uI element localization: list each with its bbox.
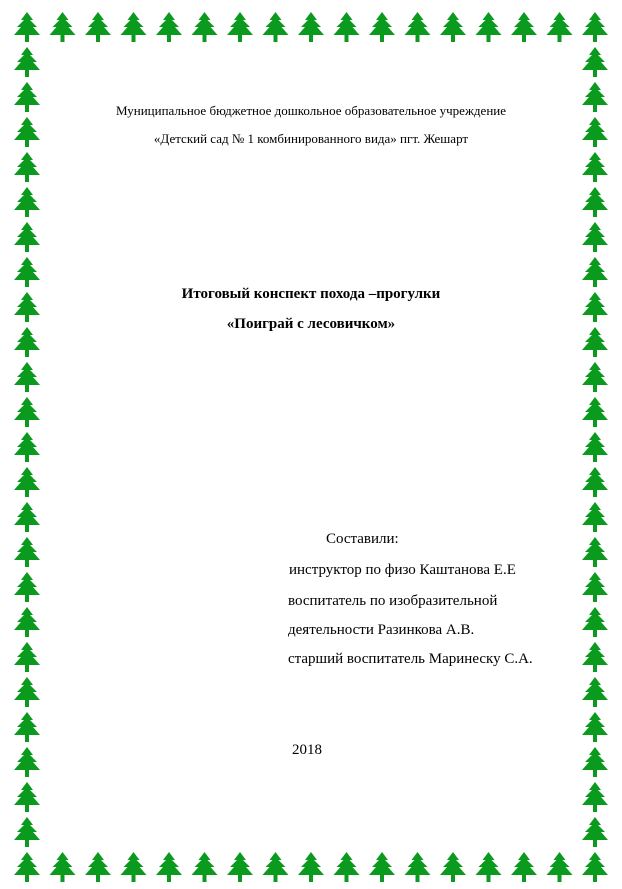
fir-tree-icon bbox=[547, 852, 573, 882]
fir-tree-icon bbox=[334, 12, 360, 42]
fir-tree-icon bbox=[14, 222, 40, 252]
fir-tree-icon bbox=[14, 747, 40, 777]
fir-tree-icon bbox=[582, 222, 608, 252]
fir-tree-icon bbox=[582, 782, 608, 812]
fir-tree-icon bbox=[14, 152, 40, 182]
fir-tree-icon bbox=[227, 852, 253, 882]
fir-tree-icon bbox=[582, 642, 608, 672]
fir-tree-icon bbox=[121, 852, 147, 882]
fir-tree-icon bbox=[547, 12, 573, 42]
fir-tree-icon bbox=[156, 852, 182, 882]
fir-tree-icon bbox=[582, 47, 608, 77]
fir-tree-icon bbox=[14, 642, 40, 672]
fir-tree-icon bbox=[298, 852, 324, 882]
fir-tree-icon bbox=[582, 537, 608, 567]
fir-tree-icon bbox=[14, 817, 40, 847]
fir-tree-icon bbox=[582, 677, 608, 707]
fir-tree-icon bbox=[582, 572, 608, 602]
fir-tree-icon bbox=[582, 852, 608, 882]
fir-tree-icon bbox=[263, 12, 289, 42]
fir-tree-icon bbox=[298, 12, 324, 42]
fir-tree-icon bbox=[14, 47, 40, 77]
fir-tree-icon bbox=[511, 852, 537, 882]
fir-tree-icon bbox=[14, 362, 40, 392]
fir-tree-icon bbox=[582, 12, 608, 42]
year: 2018 bbox=[292, 742, 322, 758]
fir-tree-icon bbox=[369, 852, 395, 882]
fir-tree-icon bbox=[334, 852, 360, 882]
fir-tree-icon bbox=[582, 397, 608, 427]
fir-tree-icon bbox=[14, 782, 40, 812]
fir-tree-icon bbox=[582, 187, 608, 217]
authors-heading: Составили: bbox=[326, 531, 399, 547]
fir-tree-icon bbox=[14, 12, 40, 42]
organization-line-1: Муниципальное бюджетное дошкольное образовательное учреждение bbox=[116, 103, 506, 118]
fir-tree-icon bbox=[14, 607, 40, 637]
fir-tree-icon bbox=[14, 537, 40, 567]
fir-tree-icon bbox=[582, 747, 608, 777]
fir-tree-icon bbox=[405, 852, 431, 882]
fir-tree-icon bbox=[369, 12, 395, 42]
fir-tree-icon bbox=[405, 12, 431, 42]
fir-tree-icon bbox=[263, 852, 289, 882]
fir-tree-icon bbox=[582, 362, 608, 392]
fir-tree-icon bbox=[511, 12, 537, 42]
fir-tree-icon bbox=[582, 817, 608, 847]
fir-tree-icon bbox=[192, 852, 218, 882]
author-line-3: деятельности Разинкова А.В. bbox=[288, 622, 475, 638]
fir-tree-icon bbox=[582, 467, 608, 497]
fir-tree-icon bbox=[85, 12, 111, 42]
fir-tree-icon bbox=[440, 12, 466, 42]
author-line-1: инструктор по физо Каштанова Е.Е bbox=[289, 562, 516, 578]
fir-tree-icon bbox=[14, 257, 40, 287]
fir-tree-icon bbox=[50, 12, 76, 42]
fir-tree-icon bbox=[227, 12, 253, 42]
fir-tree-icon bbox=[14, 397, 40, 427]
fir-tree-icon bbox=[192, 12, 218, 42]
fir-tree-icon bbox=[14, 432, 40, 462]
author-line-2: воспитатель по изобразительной bbox=[288, 593, 498, 609]
author-line-4: старший воспитатель Маринеску С.А. bbox=[288, 651, 533, 667]
fir-tree-icon bbox=[582, 712, 608, 742]
fir-tree-icon bbox=[582, 152, 608, 182]
fir-tree-icon bbox=[476, 12, 502, 42]
fir-tree-icon bbox=[14, 677, 40, 707]
fir-tree-icon bbox=[14, 852, 40, 882]
fir-tree-icon bbox=[14, 712, 40, 742]
organization-line-2: «Детский сад № 1 комбинированного вида» пгт. Жешарт bbox=[153, 131, 469, 146]
fir-tree-icon bbox=[582, 607, 608, 637]
fir-tree-icon bbox=[14, 502, 40, 532]
fir-tree-icon bbox=[14, 467, 40, 497]
fir-tree-icon bbox=[14, 187, 40, 217]
fir-tree-icon bbox=[121, 12, 147, 42]
fir-tree-icon bbox=[582, 432, 608, 462]
fir-tree-icon bbox=[14, 572, 40, 602]
fir-tree-icon bbox=[85, 852, 111, 882]
document-title: Итоговый конспект похода –прогулки bbox=[181, 286, 441, 302]
fir-tree-icon bbox=[156, 12, 182, 42]
fir-tree-icon bbox=[50, 852, 76, 882]
fir-tree-icon bbox=[582, 257, 608, 287]
fir-tree-icon bbox=[476, 852, 502, 882]
fir-tree-icon bbox=[582, 502, 608, 532]
document-subtitle: «Поиграй с лесовичком» bbox=[226, 316, 396, 332]
fir-tree-icon bbox=[440, 852, 466, 882]
